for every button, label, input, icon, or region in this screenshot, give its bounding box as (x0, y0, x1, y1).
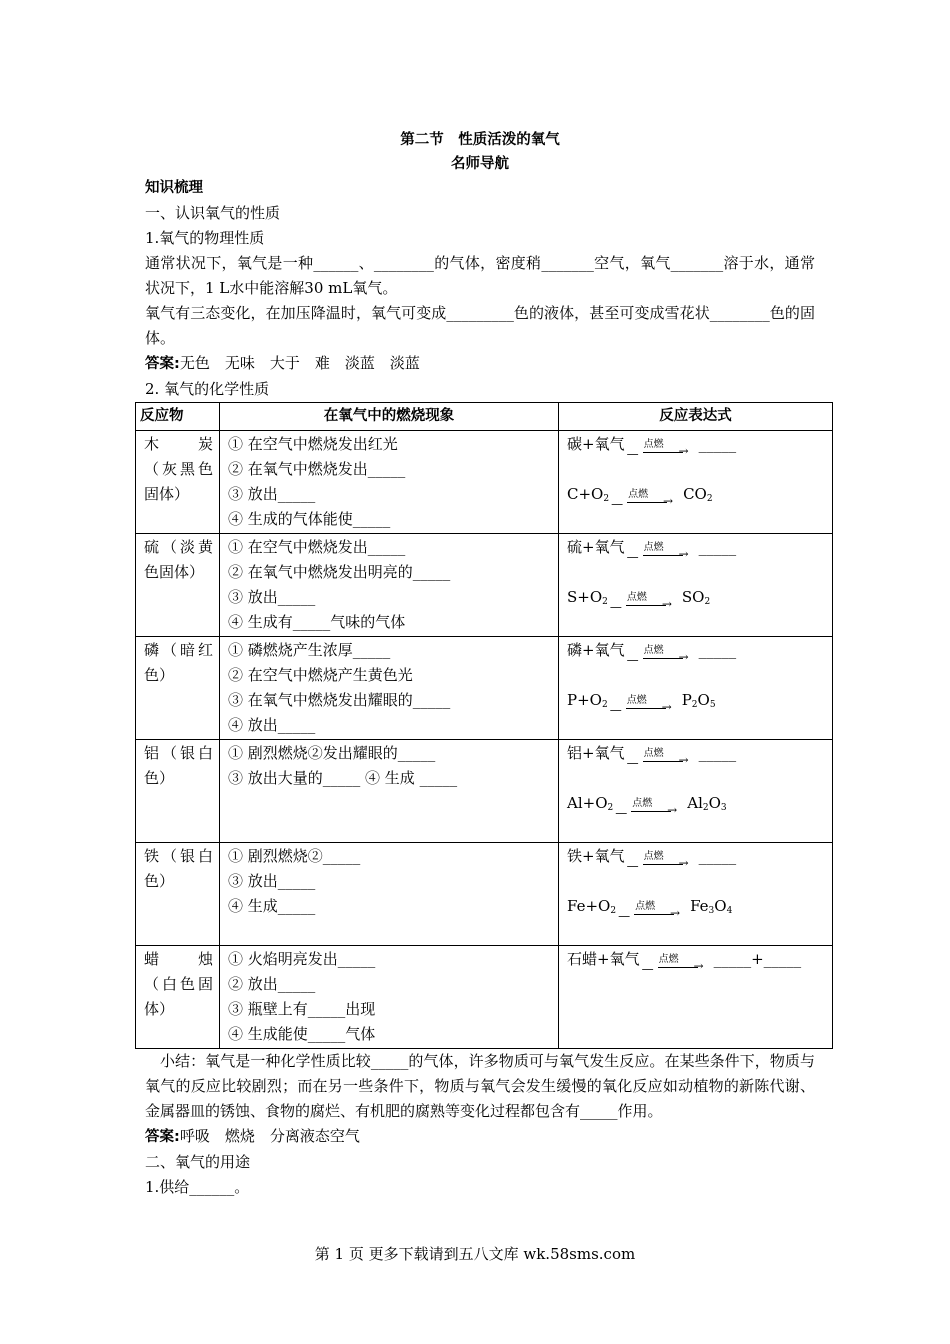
reactant-cell: 木 炭（灰黑色 固体） (136, 431, 220, 534)
reactant-cell: 磷（暗红色） (136, 637, 220, 740)
formula-part: Fe+O (567, 897, 611, 915)
reaction-arrow (626, 741, 689, 770)
phenomenon-line: ① 磷燃烧产生浓厚_____ (228, 641, 391, 659)
phenomenon-line: ④ 生成的气体能使_____ (228, 510, 391, 528)
formula-part: O (708, 794, 721, 812)
knowledge-heading: 知识梳理 (145, 180, 203, 196)
formula-subscript: 2 (607, 803, 614, 813)
symbol-equation (567, 894, 826, 944)
table-row (136, 740, 833, 843)
formula-subscript: 3 (708, 906, 715, 916)
arrow-dash: — (626, 447, 639, 461)
symbol-equation-reactants (567, 585, 608, 615)
condition-label: 点燃 (658, 954, 679, 965)
page-footer: 第 1 页 更多下载请到五八文库 wk.58sms.com (314, 1245, 636, 1263)
phys-para-1: 通常状况下，氧气是一种______、________的气体，密度稍_______空气，氧气_______溶于水，通常状况下，1 L水中能溶解30 mL氧气。 (145, 254, 815, 297)
reaction-arrow (626, 638, 689, 667)
arrow-line (626, 708, 666, 709)
word-equation-reactants: 碳+氧气 (567, 435, 625, 453)
summary-paragraph: 小结：氧气是一种化学性质比较_____的气体，许多物质可与氧气发生反应。在某些条件下，物质与氧气的反应比较剧烈；而在另一些条件下，物质与氧气会发生缓慢的氧化反应如动植物的新陈代谢、金属器皿的锈蚀、食物的腐烂、有机肥的腐熟等变化过程都包含有_____作用。 (145, 1052, 815, 1120)
reactant-cell: 铝（银白色） (136, 740, 220, 843)
arrow-head: → (661, 597, 672, 611)
reaction-arrow (641, 947, 704, 976)
answer-line-2 (145, 1124, 815, 1150)
formula-subscript: 2 (610, 906, 617, 916)
word-equation-reactants: 硫+氧气 (567, 538, 625, 556)
sec1-title: 一、认识氧气的性质 (145, 204, 281, 222)
phenomenon-line: ① 在空气中燃烧发出_____ (228, 538, 406, 556)
symbol-equation-product (683, 482, 713, 512)
header-expression: 反应表达式 (559, 403, 833, 431)
arrow-head: → (663, 494, 674, 508)
arrow-head: → (661, 700, 672, 714)
arrow-line (643, 555, 683, 556)
phenomenon-line: ② 在氧气中燃烧发出明亮的_____ (228, 563, 451, 581)
reaction-arrow (626, 535, 689, 564)
arrow-dash: — (626, 550, 639, 564)
phenomena-cell (220, 637, 559, 740)
table-header-row (136, 403, 833, 431)
arrow-head: → (678, 753, 689, 767)
formula-subscript: 3 (720, 803, 727, 813)
reaction-arrow (618, 894, 681, 923)
word-equation-product: _____ (698, 538, 737, 556)
formula-subscript: 2 (704, 597, 711, 607)
table-row (136, 637, 833, 740)
formula-subscript: 2 (603, 494, 610, 504)
formula-subscript: 2 (691, 700, 698, 710)
condition-label: 点燃 (643, 439, 664, 450)
symbol-equation-reactants (567, 482, 609, 512)
symbol-equation-product (682, 688, 716, 718)
symbol-equation-product (690, 894, 732, 924)
formula-subscript: 4 (726, 906, 733, 916)
phenomenon-line: ③ 瓶壁上有_____出现 (228, 1000, 376, 1018)
symbol-equation (567, 585, 826, 635)
phenomenon-line: ① 剧烈燃烧②_____ (228, 847, 361, 865)
phenomenon-line: ④ 生成有_____气味的气体 (228, 613, 406, 631)
word-equation (567, 432, 826, 482)
formula-part: Al+O (567, 794, 608, 812)
word-equation-product: _____ (698, 435, 737, 453)
condition-label: 点燃 (628, 489, 649, 500)
reaction-arrow (615, 791, 678, 820)
answer-label: 答案: (145, 1129, 180, 1145)
formula-part: P (681, 691, 692, 709)
table-row (136, 843, 833, 946)
sub1-title: 1.氧气的物理性质 (145, 229, 265, 247)
section-subtitle: 名师导航 (451, 156, 509, 172)
phenomenon-line: ③ 在氧气中燃烧发出耀眼的_____ (228, 691, 451, 709)
condition-label: 点燃 (643, 748, 664, 759)
formula-subscript: 2 (706, 494, 713, 504)
formula-part: CO (683, 485, 707, 503)
word-equation (567, 535, 826, 585)
arrow-head: → (693, 959, 704, 973)
arrow-line (643, 864, 683, 865)
arrow-dash: — (611, 497, 624, 511)
condition-label: 点燃 (635, 901, 656, 912)
condition-label: 点燃 (643, 851, 664, 862)
arrow-dash: — (609, 703, 622, 717)
formula-part: SO (681, 588, 705, 606)
phys-para-2: 氧气有三态变化，在加压降温时，氧气可变成_________色的液体，甚至可变成雪花状________色的固体。 (145, 304, 815, 347)
phenomena-cell (220, 946, 559, 1049)
formula-part: Al (687, 794, 703, 812)
phenomena-cell (220, 740, 559, 843)
phenomenon-line: ④ 生成能使_____气体 (228, 1025, 376, 1043)
arrow-dash: — (609, 600, 622, 614)
formula-subscript: 5 (709, 700, 716, 710)
symbol-equation-reactants (567, 894, 616, 924)
formula-part: C+O (567, 485, 604, 503)
formula-subscript: 2 (702, 803, 709, 813)
word-equation-reactants: 石蜡+氧气 (567, 950, 640, 968)
arrow-line (643, 452, 683, 453)
word-equation (567, 638, 826, 688)
phenomenon-line: ① 火焰明亮发出_____ (228, 950, 376, 968)
phenomena-cell (220, 431, 559, 534)
word-equation-reactants: 磷+氧气 (567, 641, 625, 659)
formula-part: P+O (567, 691, 602, 709)
condition-label: 点燃 (632, 798, 653, 809)
symbol-equation-product (687, 791, 726, 821)
reactant-cell: 硫（淡黄色固体） (136, 534, 220, 637)
reaction-arrow (626, 432, 689, 461)
answer-label: 答案: (145, 356, 180, 372)
document-page (140, 128, 815, 1200)
arrow-head: → (678, 650, 689, 664)
condition-label: 点燃 (643, 542, 664, 553)
arrow-dash: — (641, 962, 654, 976)
word-equation-product: _____ (698, 847, 737, 865)
phenomenon-line: ② 在空气中燃烧产生黄色光 (228, 666, 413, 684)
use-1: 1.供给______。 (145, 1178, 250, 1196)
header-phenomena: 在氧气中的燃烧现象 (220, 403, 559, 431)
sub2-title: 2. 氧气的化学性质 (145, 380, 270, 398)
expression-cell (559, 946, 833, 1049)
header-reactant: 反应物 (136, 403, 220, 431)
arrow-head: → (670, 906, 681, 920)
arrow-head: → (667, 803, 678, 817)
arrow-head: → (678, 856, 689, 870)
symbol-equation (567, 688, 826, 738)
phenomenon-line: ④ 生成_____ (228, 897, 316, 915)
phenomena-cell (220, 843, 559, 946)
arrow-line (631, 811, 671, 812)
expression-cell (559, 431, 833, 534)
arrow-dash: — (615, 806, 628, 820)
table-row (136, 534, 833, 637)
phenomenon-line: ③ 放出_____ (228, 485, 316, 503)
formula-part: Fe (690, 897, 709, 915)
formula-part: O (714, 897, 727, 915)
word-equation-product: _____ (698, 744, 737, 762)
formula-subscript: 2 (602, 597, 608, 607)
formula-part: O (697, 691, 710, 709)
expression-cell (559, 534, 833, 637)
table-row (136, 946, 833, 1049)
arrow-head: → (678, 444, 689, 458)
word-equation (567, 844, 826, 894)
reactant-cell: 铁（银白色） (136, 843, 220, 946)
symbol-equation-product (682, 585, 710, 615)
condition-label: 点燃 (626, 592, 647, 603)
word-equation-reactants: 铝+氧气 (567, 744, 625, 762)
arrow-dash: — (626, 859, 639, 873)
reaction-arrow (609, 585, 672, 614)
symbol-equation (567, 482, 826, 532)
answer-text: 无色 无味 大于 难 淡蓝 淡蓝 (179, 354, 420, 372)
phenomenon-line: ③ 放出大量的_____ ④ 生成 _____ (228, 769, 458, 787)
word-equation (567, 741, 826, 791)
answer-line-1 (145, 351, 815, 377)
arrow-line (643, 761, 683, 762)
arrow-line (634, 914, 674, 915)
condition-label: 点燃 (643, 645, 664, 656)
phenomenon-line: ④ 放出_____ (228, 716, 316, 734)
arrow-dash: — (626, 756, 639, 770)
arrow-dash: — (618, 909, 631, 923)
answer-text: 呼吸 燃烧 分离液态空气 (179, 1127, 360, 1145)
symbol-equation (567, 791, 826, 841)
arrow-line (658, 967, 698, 968)
arrow-line (643, 658, 683, 659)
symbol-equation-reactants (567, 791, 613, 821)
word-equation (567, 947, 826, 997)
phenomenon-line: ① 在空气中燃烧发出红光 (228, 435, 398, 453)
reaction-arrow (609, 688, 672, 717)
table-row (136, 431, 833, 534)
symbol-equation-reactants (567, 688, 608, 718)
expression-cell (559, 843, 833, 946)
section-title: 第二节 性质活泼的氧气 (400, 132, 560, 148)
formula-subscript: 2 (601, 700, 608, 710)
word-equation-product: _____+_____ (713, 950, 802, 968)
expression-cell (559, 637, 833, 740)
word-equation-product: _____ (698, 641, 737, 659)
condition-label: 点燃 (626, 695, 647, 706)
arrow-head: → (678, 547, 689, 561)
reactant-cell: 蜡 烛（白色固体） (136, 946, 220, 1049)
arrow-line (626, 605, 666, 606)
phenomenon-line: ② 在氧气中燃烧发出_____ (228, 460, 406, 478)
oxygen-reaction-table (135, 402, 833, 1049)
phenomenon-line: ③ 放出_____ (228, 872, 316, 890)
phenomenon-line: ② 放出_____ (228, 975, 316, 993)
phenomena-cell (220, 534, 559, 637)
arrow-dash: — (626, 653, 639, 667)
sec2-title: 二、氧气的用途 (145, 1153, 251, 1171)
phenomenon-line: ① 剧烈燃烧②发出耀眼的_____ (228, 744, 436, 762)
arrow-line (627, 502, 667, 503)
reaction-arrow (626, 844, 689, 873)
expression-cell (559, 740, 833, 843)
phenomenon-line: ③ 放出_____ (228, 588, 316, 606)
reaction-arrow (611, 482, 674, 511)
word-equation-reactants: 铁+氧气 (567, 847, 625, 865)
formula-part: S+O (567, 588, 603, 606)
